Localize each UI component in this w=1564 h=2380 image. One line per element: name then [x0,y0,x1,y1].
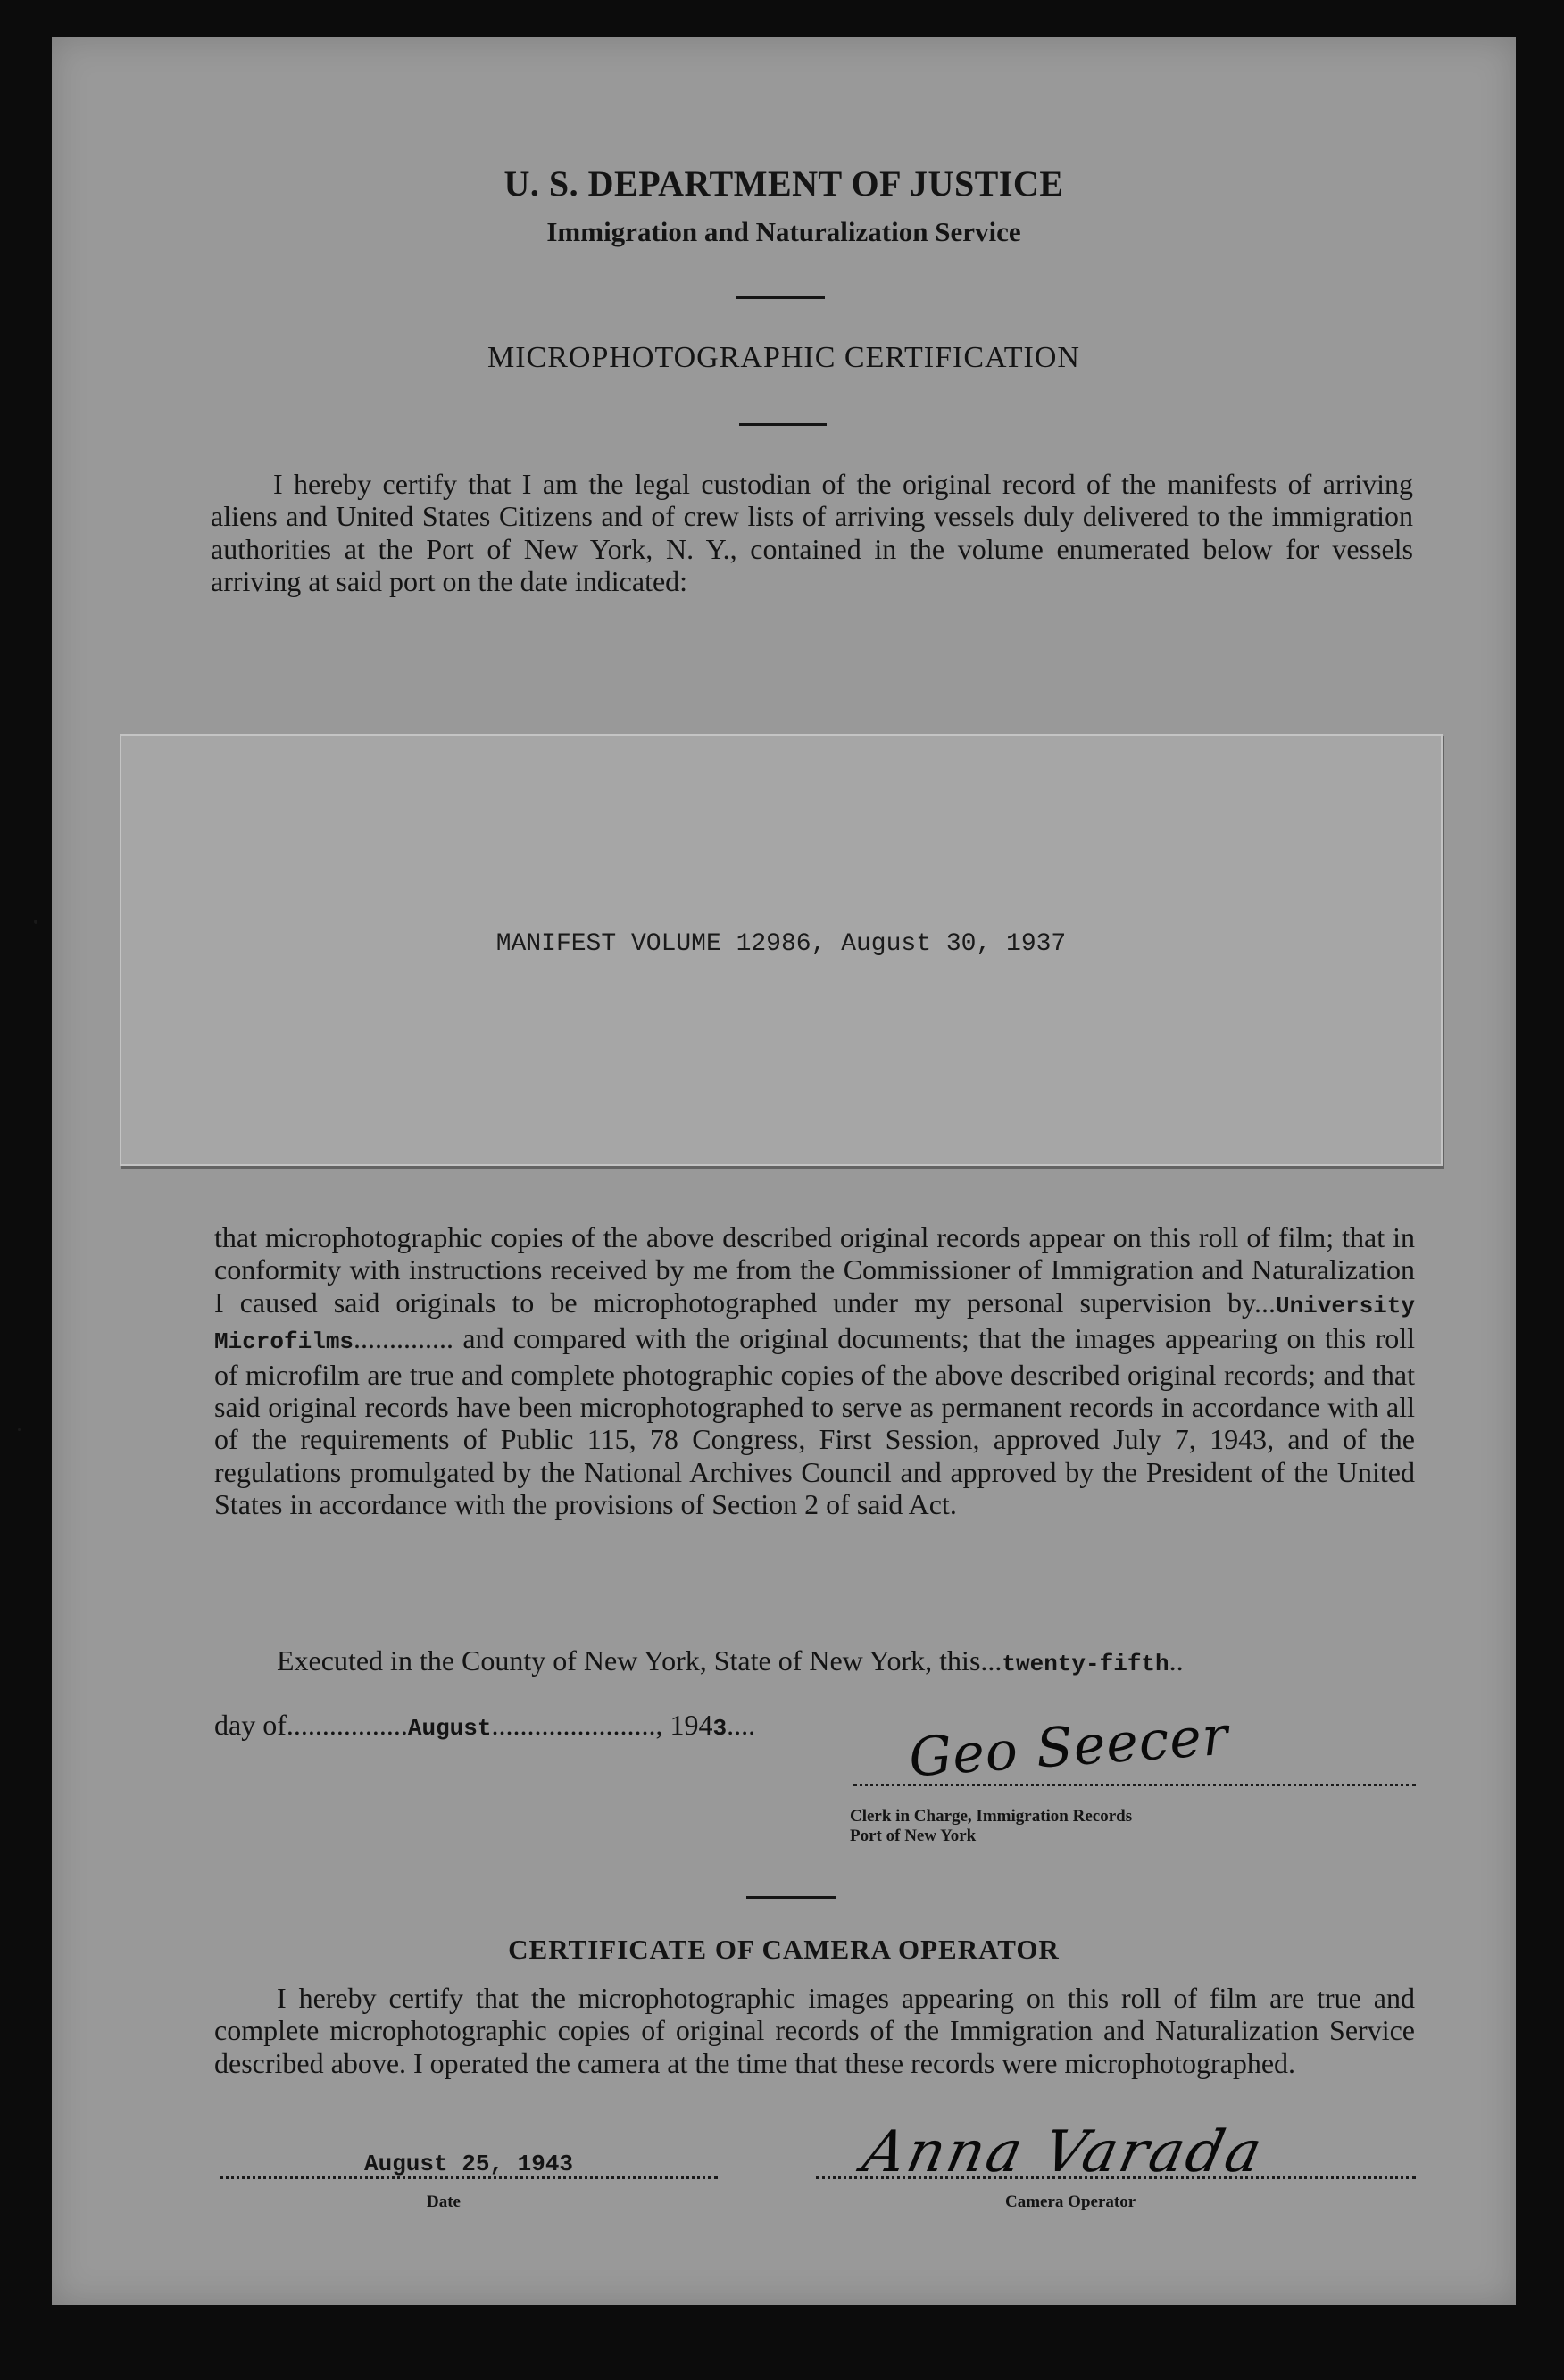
certificate-title: MICROPHOTOGRAPHIC CERTIFICATION [487,341,1080,374]
manifest-volume-label: MANIFEST VOLUME 12986, August 30, 1937 [495,930,1067,958]
certification-body [214,1221,1415,1521]
operator-signature-line [816,2176,1416,2179]
year-digit-value: 3 [712,1715,728,1742]
year-fill-trailer: .... [727,1709,756,1741]
operator-label: Camera Operator [1005,2193,1136,2211]
firm-fill-leader: ... [1253,1286,1276,1319]
film-speck [34,920,37,924]
date-label: Date [427,2193,461,2211]
certification-document [52,37,1516,2305]
firm-fill-trailer: .............. [354,1322,454,1355]
title-divider [739,423,827,426]
camera-certificate-paragraph: I hereby certify that the microphotographic images appearing on this roll of film are true and complete microphotographic copies of original records of the Immigration and Naturalization Service described above. I operated the camera at the time that these records were microphotographed. [214,1982,1415,2079]
clerk-title [850,1807,1132,1846]
clerk-title-line1: Clerk in Charge, Immigration Records [850,1807,1133,1826]
manifest-label-box [120,734,1443,1166]
date-signature-line [220,2176,718,2179]
execution-fill-trailer: .. [1169,1644,1184,1677]
heading-divider [736,296,825,299]
clerk-signature-line [853,1784,1416,1786]
body-text-after-firm: and compared with the original documents; that the images appearing on this roll of microfilm are true and complete photographic copies of the above described original records; and that said original records have been microphotographed to serve as permanent records in accordance with all of the requirements of Public 115, 78 Congress, First Session, approved July 7, 1943, and of the regulations promulgated by the National Archives Council and approved by the President of the United States in accordance with the provisions of Section 2 of said Act. [214,1322,1416,1521]
execution-prefix: Executed in the County of New York, State of New York, this [277,1644,981,1677]
clerk-title-line2: Port of New York [850,1827,977,1845]
department-heading: U. S. DEPARTMENT OF JUSTICE [503,163,1064,204]
film-speck [18,1428,21,1431]
execution-month-value: August [407,1715,492,1742]
month-year-line [214,1709,755,1742]
camera-certificate-title: CERTIFICATE OF CAMERA OPERATOR [508,1934,1060,1965]
month-fill-trailer: ....................... [491,1709,656,1741]
execution-fill-leader: ... [980,1644,1002,1677]
execution-line [277,1644,1184,1677]
intro-paragraph: I hereby certify that I am the legal custodian of the original record of the manifests of arriving aliens and United States Citizens and of crew lists of arriving vessels duly delivered to the immigration authorities at the Port of New York, N. Y., contained in the volume enumerated below for vessels arriving at said port on the date indicated: [211,468,1413,598]
execution-day-value: twenty-fifth [1002,1651,1169,1677]
firm-name-value: University Microfilms [214,1292,1415,1356]
camera-date-value: August 25, 1943 [364,2151,574,2177]
service-subheading: Immigration and Naturalization Service [546,216,1021,247]
month-fill-leader: ................. [286,1709,408,1741]
body-text-before-firm: that microphotographic copies of the above described original records appear on this roll of film; that in conformity with instructions received by me from the Commissioner of Immigration and Naturalization I caused said originals to be microphotographed under my personal supervision by [214,1221,1415,1319]
day-of-label: day of [214,1709,287,1741]
clerk-signature: Geo Seecer [906,1704,1231,1790]
operator-signature: Anna Varada [857,2119,1270,2185]
section-divider [746,1896,836,1899]
year-prefix: , 194 [655,1709,713,1741]
